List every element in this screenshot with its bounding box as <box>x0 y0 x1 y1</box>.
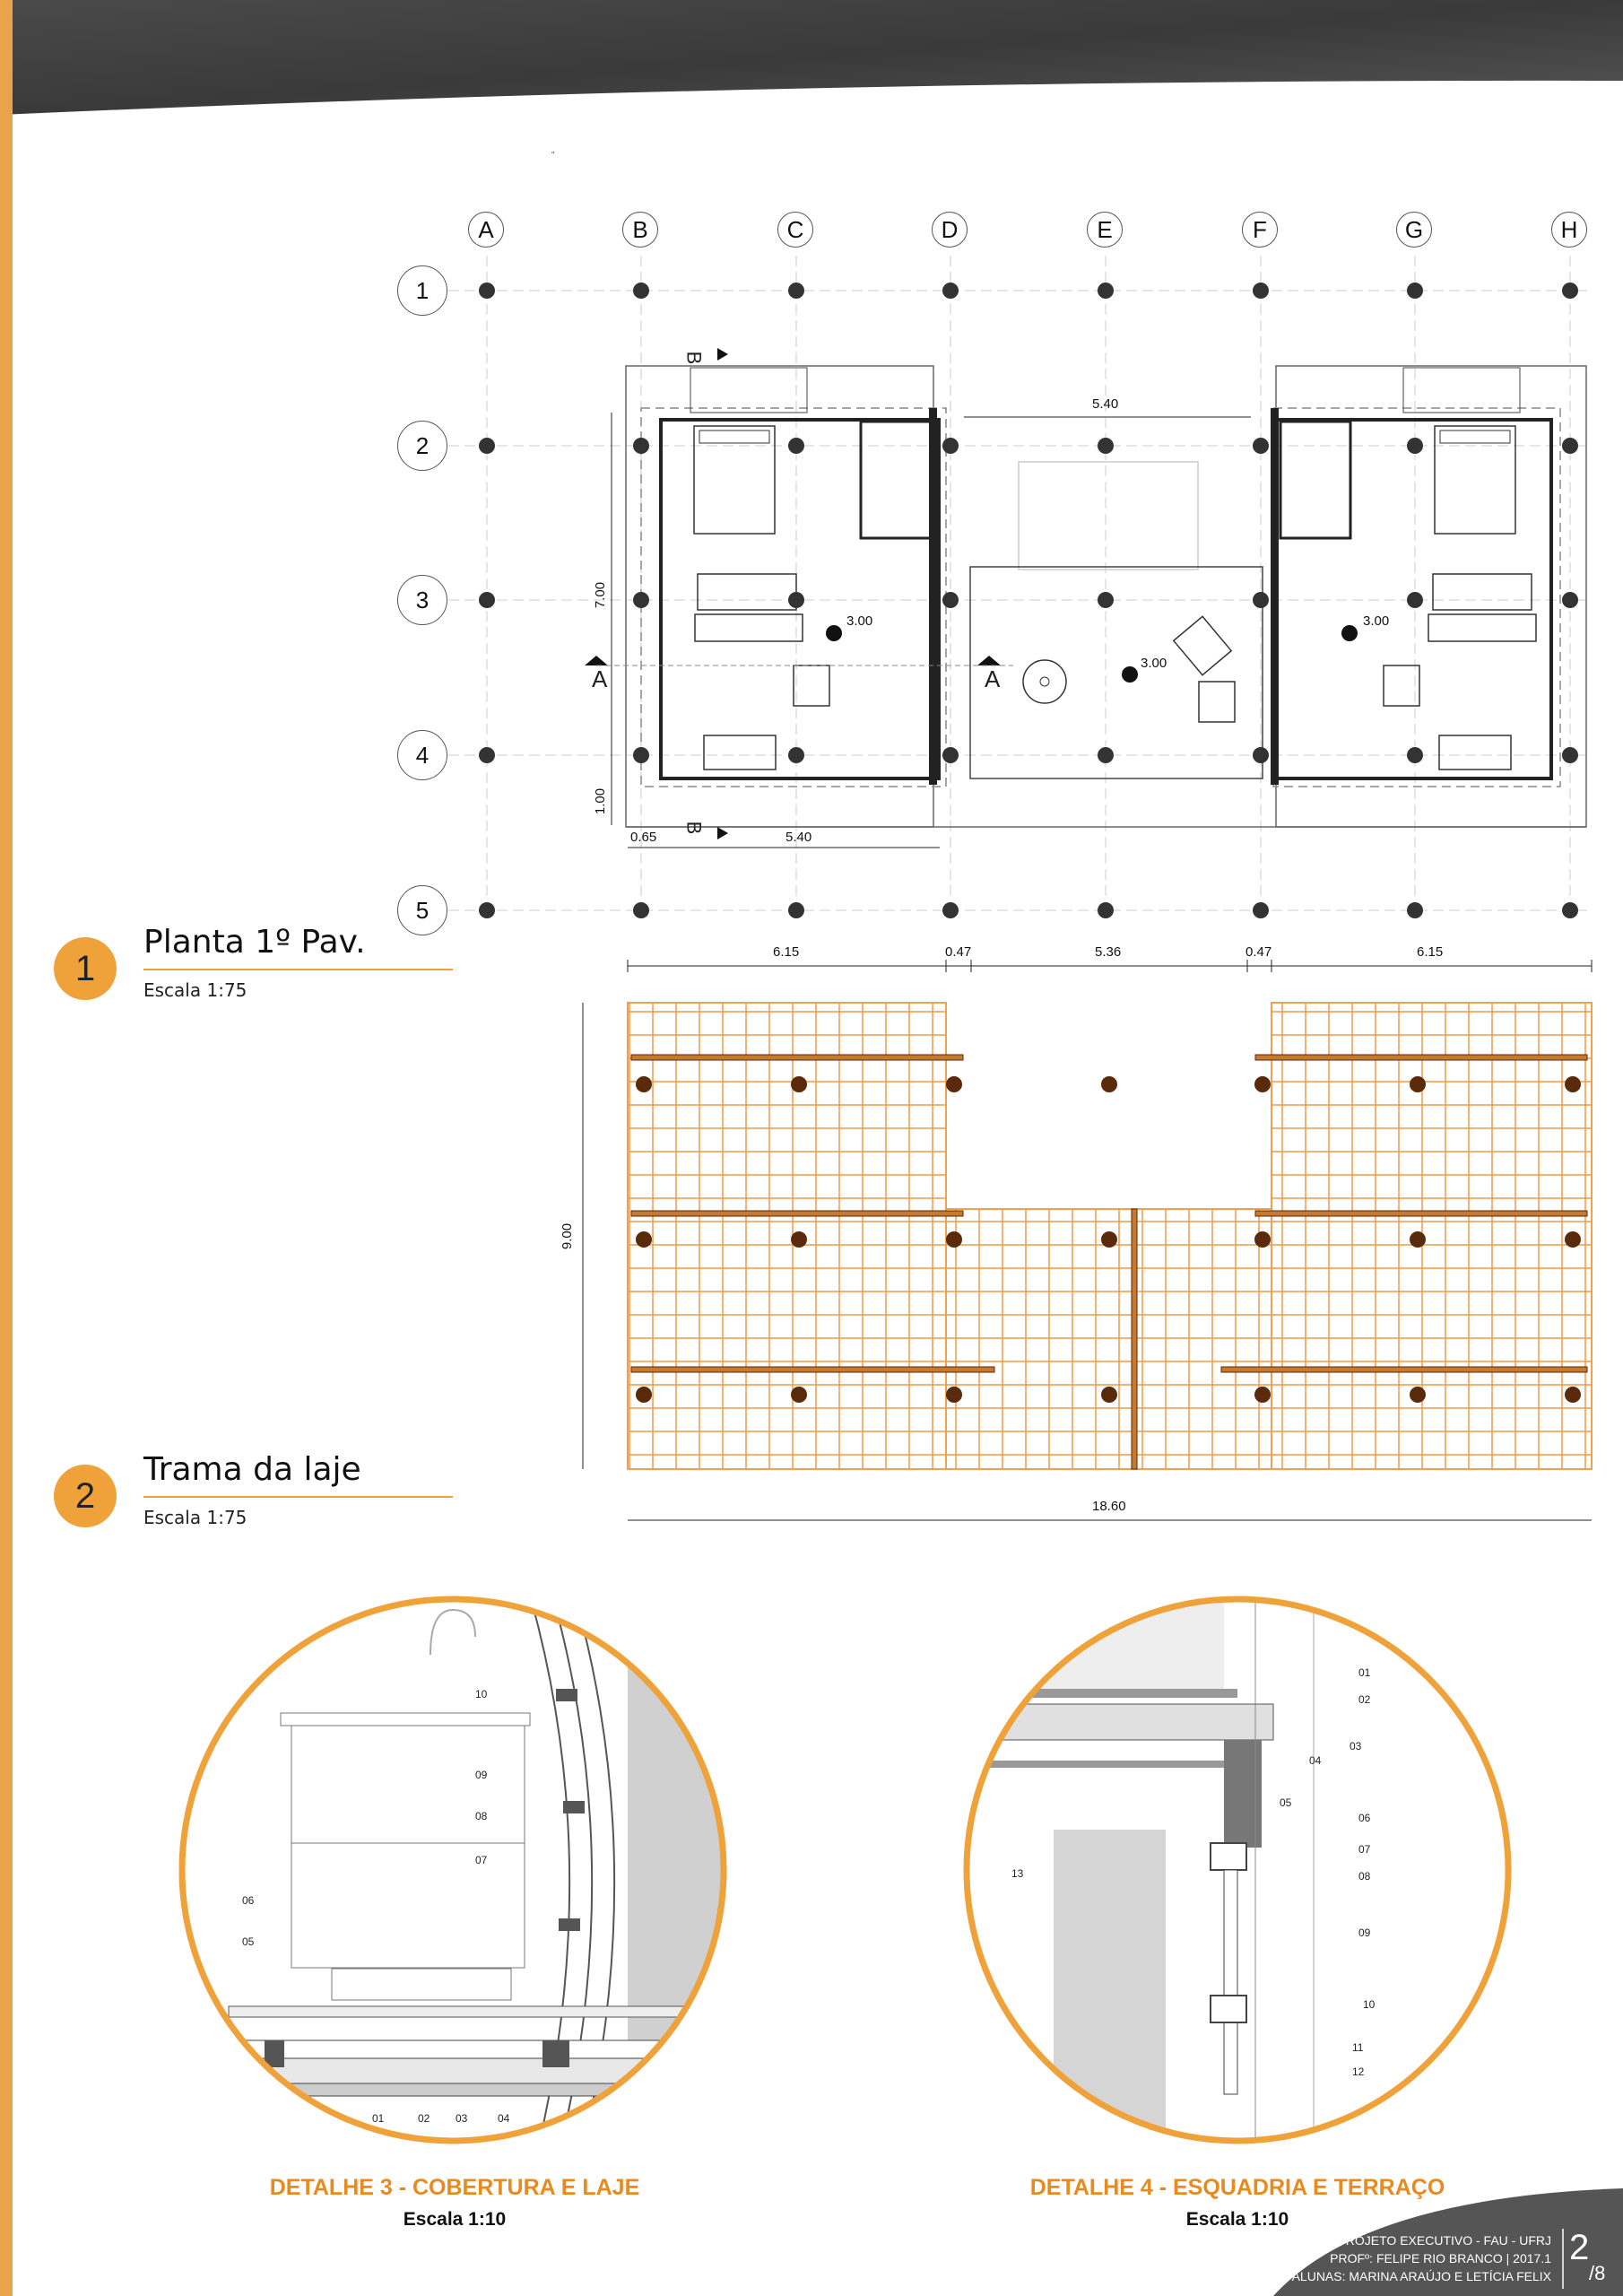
grid-row-label: 3 <box>397 575 447 625</box>
detail-4-label: 08 <box>1358 1870 1371 1883</box>
grid-column-label: H <box>1551 212 1587 248</box>
level-right: 3.00 <box>1363 613 1390 629</box>
grid-row-label: 4 <box>397 730 447 780</box>
drawing-number-badge: 1 <box>54 937 117 1000</box>
grid-column-label: G <box>1396 212 1432 248</box>
slab-grid-drawing <box>0 942 1623 1534</box>
detail-3-label: 08 <box>475 1810 488 1822</box>
grid-row-label: 1 <box>397 265 447 316</box>
slab-dim-top: 0.47 <box>945 944 972 960</box>
drawing-number-badge: 2 <box>54 1465 117 1527</box>
detail-3-label: 05 <box>242 1935 255 1948</box>
detail-4-scale: Escala 1:10 <box>1185 2209 1289 2230</box>
detail-4-label: 06 <box>1358 1812 1371 1824</box>
detail-3-label: 04 <box>498 2112 510 2125</box>
footer-professor: PROFº: FELIPE RIO BRANCO | 2017.1 <box>1330 2251 1551 2266</box>
detail-3-label: 02 <box>418 2112 430 2125</box>
slab-dim-top: 5.36 <box>1095 944 1122 960</box>
level-left: 3.00 <box>846 613 873 629</box>
detail-4-label: 05 <box>1280 1796 1292 1809</box>
level-center: 3.00 <box>1141 656 1167 671</box>
drawing-title: Planta 1º Pav. <box>143 924 366 961</box>
section-mark-b-bottom: B <box>682 821 706 835</box>
detail-4-label: 11 <box>1352 2041 1364 2054</box>
dim-bottom-offset: 0.65 <box>630 830 657 845</box>
grid-column-label: D <box>932 212 968 248</box>
detail-4-label: 03 <box>1350 1740 1362 1752</box>
stray-mark: " <box>551 151 555 161</box>
grid-row-label: 5 <box>397 885 447 935</box>
footer-course: PROJETO EXECUTIVO - FAU - UFRJ <box>1337 2233 1551 2248</box>
detail-4-label: 12 <box>1352 2066 1365 2078</box>
grid-row-label: 2 <box>397 421 447 471</box>
drawing-scale: Escala 1:75 <box>143 1507 247 1528</box>
slab-dim-left: 9.00 <box>560 1222 576 1250</box>
detail-4-title: DETALHE 4 - ESQUADRIA E TERRAÇO <box>1029 2175 1445 2200</box>
dim-bottom-span: 5.40 <box>785 830 812 845</box>
title-underline <box>143 1496 453 1498</box>
grid-column-label: C <box>777 212 813 248</box>
detail-3-drawing <box>175 1592 731 2148</box>
grid-column-label: B <box>622 212 658 248</box>
dim-top-span: 5.40 <box>1092 396 1119 412</box>
detail-4-label: 10 <box>1363 1998 1376 2011</box>
detail-4-label: 01 <box>1358 1666 1371 1679</box>
detail-4-label: 09 <box>1358 1926 1371 1939</box>
grid-column-label: A <box>468 212 504 248</box>
grid-column-label: F <box>1242 212 1278 248</box>
slab-dim-bottom: 18.60 <box>1092 1499 1126 1514</box>
section-mark-b-top: B <box>682 351 706 365</box>
page-number: 2 <box>1569 2228 1590 2267</box>
section-mark-a-center: A <box>985 665 1001 692</box>
drawing-title: Trama da laje <box>143 1451 361 1488</box>
detail-4-drawing <box>959 1592 1515 2148</box>
detail-4-label: 13 <box>1011 1867 1024 1880</box>
detail-3-label: 07 <box>475 1854 488 1866</box>
dim-left-height: 7.00 <box>593 581 609 609</box>
slab-dim-top: 0.47 <box>1245 944 1272 960</box>
page-total: /8 <box>1589 2262 1606 2284</box>
slab-dim-top: 6.15 <box>1417 944 1444 960</box>
drawing-scale: Escala 1:75 <box>143 979 247 1001</box>
detail-3-label: 03 <box>456 2112 468 2125</box>
dim-left-bottom: 1.00 <box>593 787 609 815</box>
grid-column-label: E <box>1087 212 1123 248</box>
slab-dim-top: 6.15 <box>773 944 800 960</box>
detail-3-label: 06 <box>242 1894 255 1907</box>
detail-3-label: 01 <box>372 2112 385 2125</box>
detail-3-scale: Escala 1:10 <box>403 2209 507 2230</box>
detail-3-title: DETALHE 3 - COBERTURA E LAJE <box>269 2175 640 2200</box>
detail-3-label: 10 <box>475 1688 488 1700</box>
detail-4-label: 07 <box>1358 1843 1371 1856</box>
footer-students: ALUNAS: MARINA ARAÚJO E LETÍCIA FELIX <box>1291 2269 1551 2283</box>
detail-3-label: 09 <box>475 1769 488 1781</box>
detail-4-label: 04 <box>1309 1754 1322 1767</box>
section-mark-a-left: A <box>592 665 608 692</box>
detail-4-label: 02 <box>1358 1693 1371 1706</box>
